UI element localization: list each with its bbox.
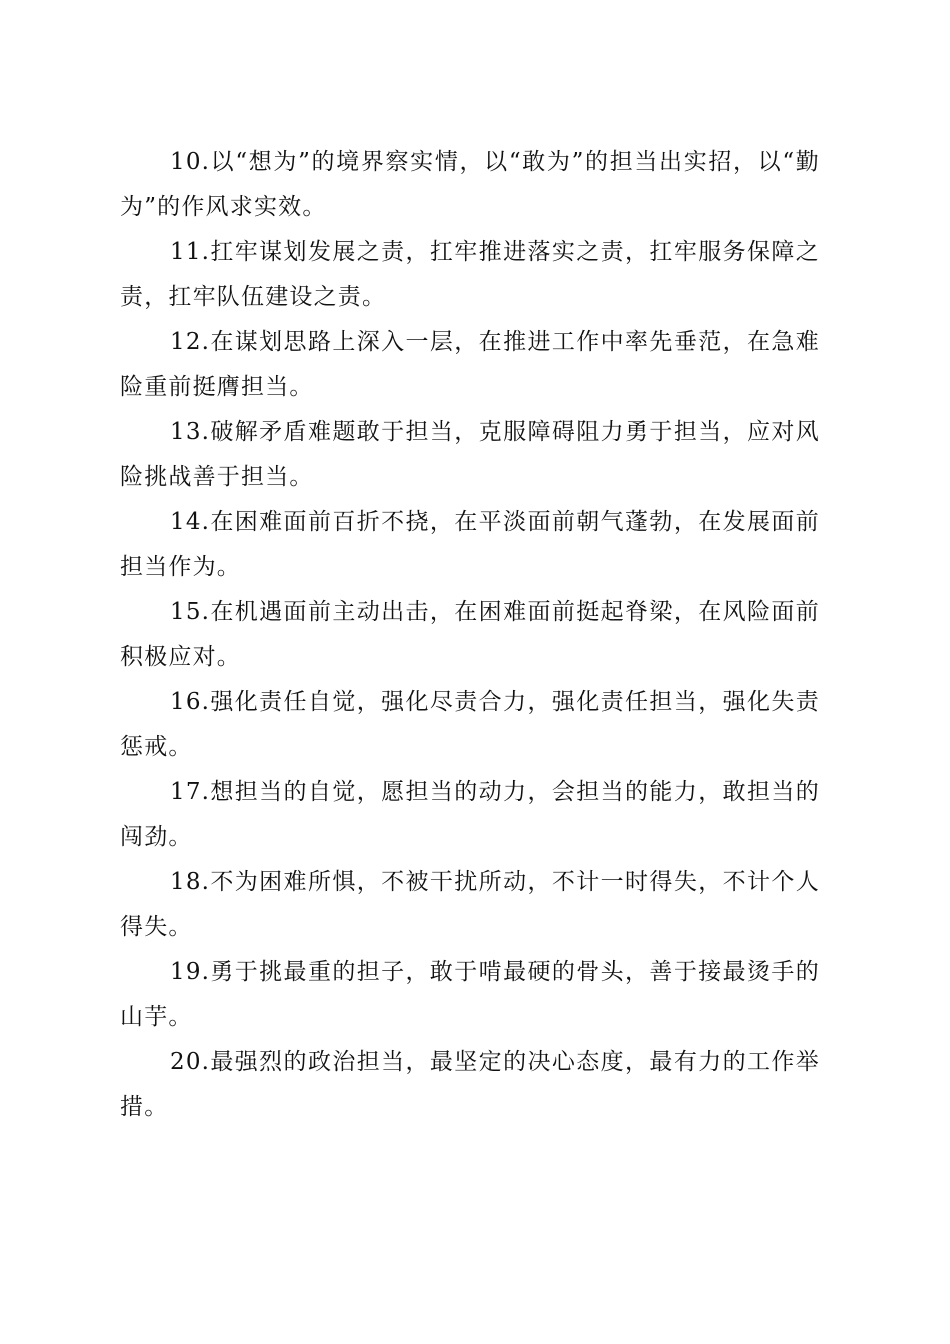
list-item-18: 18.不为困难所惧，不被干扰所动，不计一时得失，不计个人得失。 [120, 869, 820, 940]
list-item-11: 11.扛牢谋划发展之责，扛牢推进落实之责，扛牢服务保障之责，扛牢队伍建设之责。 [120, 239, 820, 310]
list-item-15: 15.在机遇面前主动出击，在困难面前挺起脊梁，在风险面前积极应对。 [120, 599, 820, 670]
list-item-14: 14.在困难面前百折不挠，在平淡面前朝气蓬勃，在发展面前担当作为。 [120, 509, 820, 580]
list-item-19: 19.勇于挑最重的担子，敢于啃最硬的骨头，善于接最烫手的山芋。 [120, 959, 820, 1030]
list-item-16: 16.强化责任自觉，强化尽责合力，强化责任担当，强化失责惩戒。 [120, 689, 820, 760]
list-item-10: 10.以“想为”的境界察实情，以“敢为”的担当出实招，以“勤为”的作风求实效。 [120, 149, 820, 220]
list-item-12: 12.在谋划思路上深入一层，在推进工作中率先垂范，在急难险重前挺膺担当。 [120, 329, 820, 400]
document-body [120, 140, 820, 1130]
list-item-17: 17.想担当的自觉，愿担当的动力，会担当的能力，敢担当的闯劲。 [120, 779, 820, 850]
list-item-13: 13.破解矛盾难题敢于担当，克服障碍阻力勇于担当，应对风险挑战善于担当。 [120, 419, 820, 490]
list-item-20: 20.最强烈的政治担当，最坚定的决心态度，最有力的工作举措。 [120, 1049, 820, 1120]
